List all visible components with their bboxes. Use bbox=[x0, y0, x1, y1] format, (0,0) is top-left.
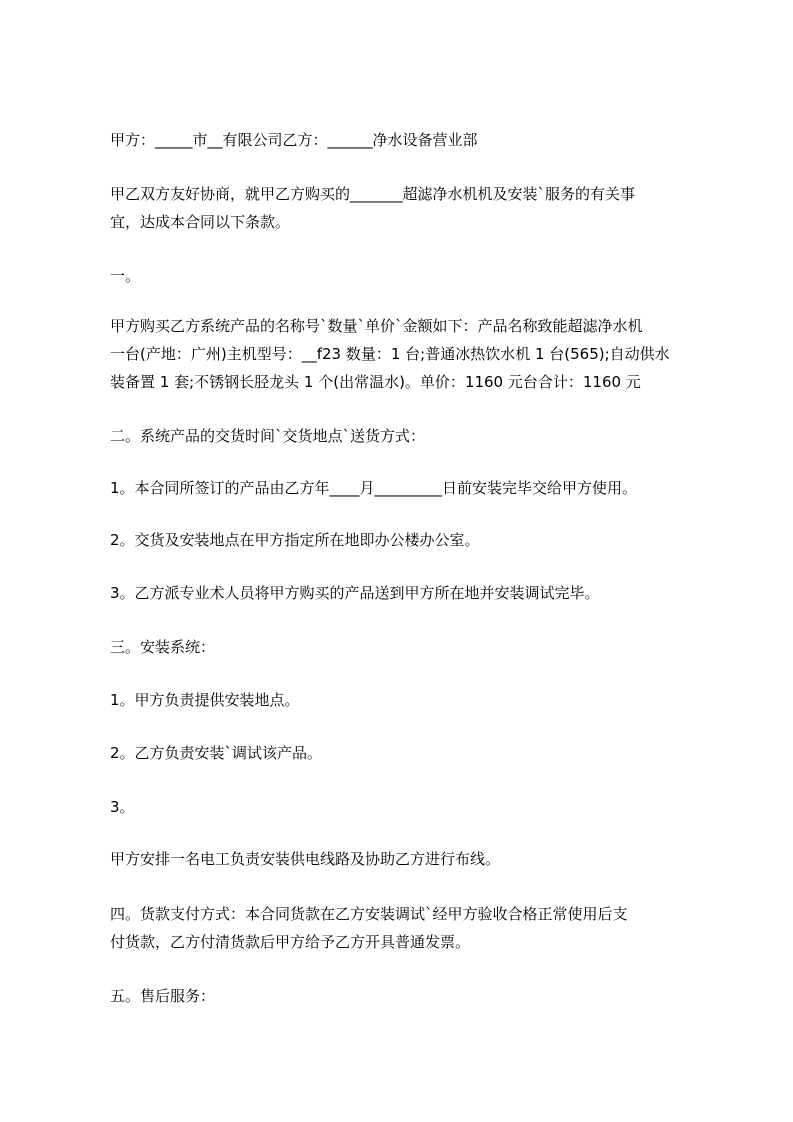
section-3-item-1-text: 1。甲方负责提供安装地点。 bbox=[110, 691, 300, 709]
section-3-item-2-text: 2。乙方负责安装`调试该产品。 bbox=[110, 744, 323, 762]
section-3-title-text: 三。安装系统： bbox=[110, 638, 216, 656]
section-3-item-2 bbox=[110, 739, 700, 767]
section-2-item-3-text: 3。乙方派专业术人员将甲方购买的产品送到甲方所在地并安装调试完毕。 bbox=[110, 584, 600, 602]
section-1-body bbox=[110, 312, 700, 396]
intro-line: 甲乙双方友好协商，就甲乙方购买的_______超滤净水机机及安装`服务的有关事 bbox=[110, 185, 636, 203]
section-1-line: 甲方购买乙方系统产品的名称号`数量`单价`金额如下：产品名称致能超滤净水机 bbox=[110, 317, 643, 335]
intro-paragraph bbox=[110, 180, 700, 236]
parties-text: 甲方：_____市__有限公司乙方：______净水设备营业部 bbox=[110, 131, 478, 149]
section-2-item-1 bbox=[110, 474, 700, 502]
parties-line bbox=[110, 126, 700, 154]
section-2-title bbox=[110, 422, 700, 450]
section-5-title bbox=[110, 982, 700, 1010]
intro-line: 宜，达成本合同以下条款。 bbox=[110, 213, 291, 231]
section-1-line: 装备置 1 套;不锈钢长胫龙头 1 个(出常温水)。单价：1160 元台合计：1160 元 bbox=[110, 373, 641, 391]
section-2-item-2-text: 2。交货及安装地点在甲方指定所在地即办公楼办公室。 bbox=[110, 531, 480, 549]
section-4-line: 付货款，乙方付清货款后甲方给予乙方开具普通发票。 bbox=[110, 933, 471, 951]
section-3-item-3-body-text: 甲方安排一名电工负责安装供电线路及协助乙方进行布线。 bbox=[110, 850, 501, 868]
section-2-item-2 bbox=[110, 526, 700, 554]
section-4-line: 四。货款支付方式：本合同货款在乙方安装调试`经甲方验收合格正常使用后支 bbox=[110, 905, 628, 923]
section-1-title-text: 一。 bbox=[110, 267, 141, 285]
section-1-title bbox=[110, 262, 700, 290]
section-2-item-3 bbox=[110, 579, 700, 607]
section-4-paragraph bbox=[110, 900, 700, 956]
section-1-line: 一台(产地：广州)主机型号：__f23 数量：1 台;普通冰热饮水机 1 台(565);自动供水 bbox=[110, 345, 670, 363]
section-3-item-3-body bbox=[110, 845, 700, 873]
section-3-item-3 bbox=[110, 793, 700, 821]
section-2-item-1-text: 1。本合同所签订的产品由乙方年____月_________日前安装完毕交给甲方使用。 bbox=[110, 479, 638, 497]
section-2-title-text: 二。系统产品的交货时间`交货地点`送货方式： bbox=[110, 427, 426, 445]
section-3-item-1 bbox=[110, 686, 700, 714]
section-5-title-text: 五。售后服务： bbox=[110, 987, 216, 1005]
section-3-item-3-text: 3。 bbox=[110, 798, 135, 816]
section-3-title bbox=[110, 633, 700, 661]
